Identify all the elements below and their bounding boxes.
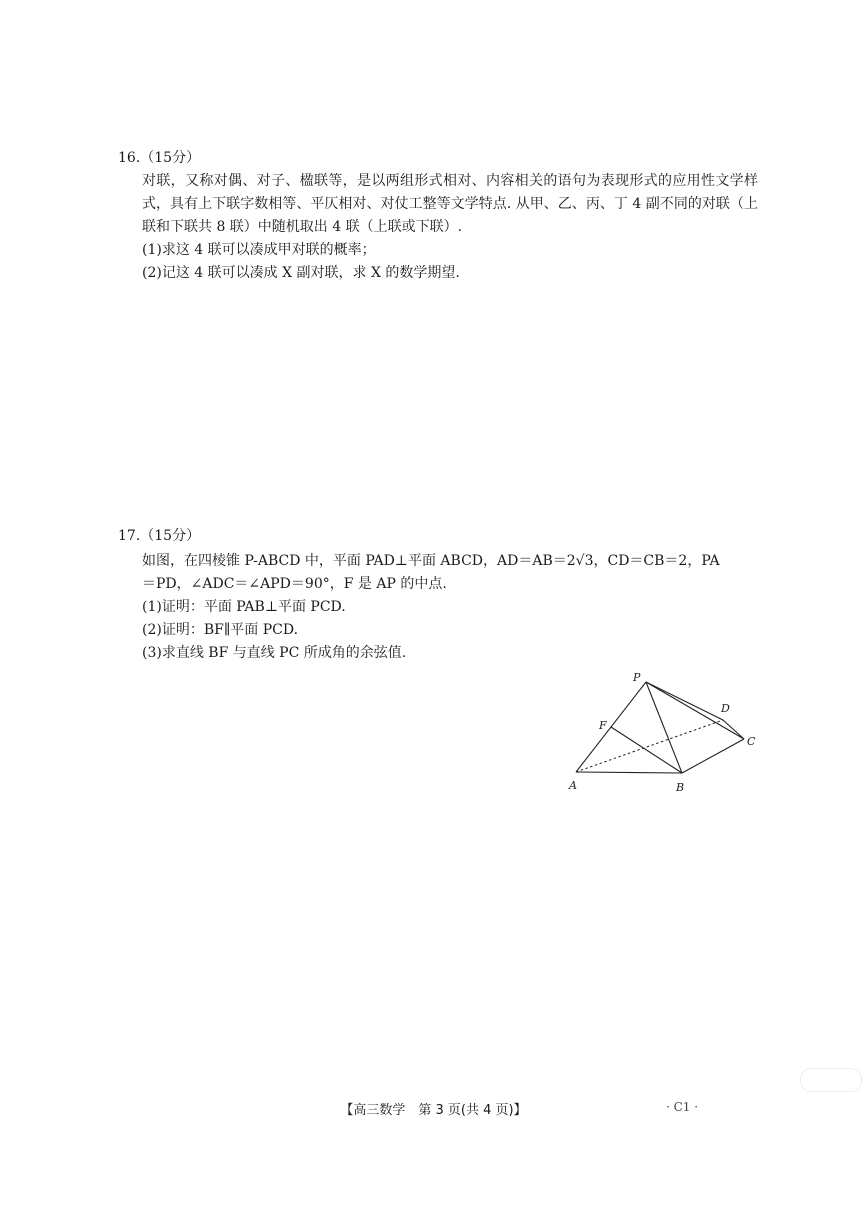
label-p: P: [633, 671, 641, 684]
label-a: A: [569, 779, 577, 792]
problem-17-number: 17.（15分）: [118, 528, 201, 544]
label-c: C: [747, 735, 756, 748]
problem-16-question-1: (1)求这 4 联可以凑成甲对联的概率；: [142, 242, 376, 258]
problem-17-question-2: (2)证明：BF∥平面 PCD.: [142, 622, 299, 638]
problem-16: [118, 148, 758, 285]
watermark-logo: [800, 1068, 862, 1092]
label-b: B: [676, 781, 685, 794]
edge-dc: [723, 720, 744, 739]
problem-17-question-1: (1)证明：平面 PAB⊥平面 PCD.: [142, 599, 346, 615]
problem-17-question-3: (3)求直线 BF 与直线 PC 所成角的余弦值.: [142, 645, 407, 661]
edge-pd: [646, 682, 723, 720]
pyramid-figure: [563, 668, 763, 798]
problem-17-body-line-1: 如图，在四棱锥 P-ABCD 中，平面 PAD⊥平面 ABCD，AD＝AB＝2√3，CD＝CB＝2，PA: [142, 553, 720, 569]
edge-bc: [682, 739, 744, 773]
problem-16-number: 16.（15分）: [118, 150, 201, 166]
problem-17-body-line-2: ＝PD，∠ADC＝∠APD＝90°，F 是 AP 的中点.: [142, 576, 447, 592]
problem-17: [118, 526, 758, 665]
problem-16-question-2: (2)记这 4 联可以凑成 X 副对联，求 X 的数学期望.: [142, 265, 460, 281]
page-footer: 【高三数学 第 3 页(共 4 页)】: [340, 1103, 527, 1118]
edge-ab: [576, 772, 682, 773]
edge-pb: [646, 682, 682, 773]
paper-code: · C1 ·: [666, 1100, 699, 1114]
label-d: D: [721, 702, 730, 715]
segment-fb: [611, 727, 682, 773]
problem-16-body: 对联，又称对偶、对子、楹联等，是以两组形式相对、内容相关的语句为表现形式的应用性文学样式，具有上下联字数相等、平仄相对、对仗工整等文学特点. 从甲、乙、丙、丁 4 副不同的对联（上联和下联共 8 联）中随机取出 4 联（上联或下联）.: [142, 173, 758, 235]
label-f: F: [599, 719, 607, 732]
